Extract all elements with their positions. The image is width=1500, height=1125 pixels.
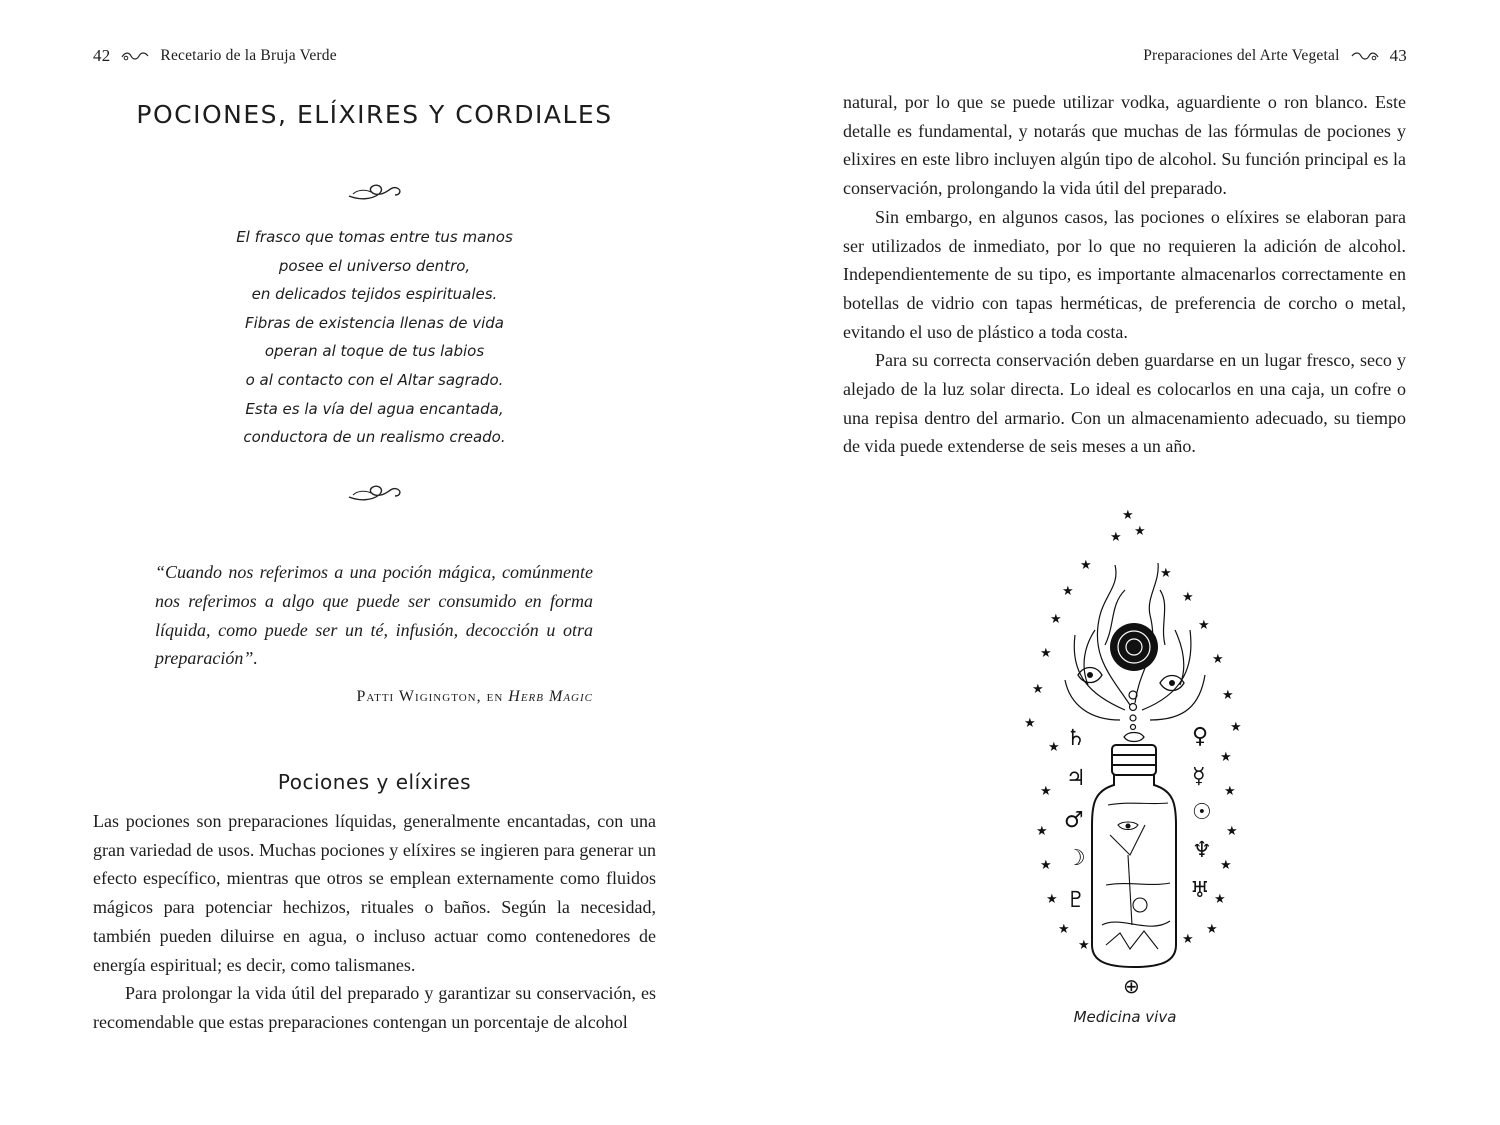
svg-text:★: ★ [1032,682,1044,697]
svg-text:★: ★ [1078,938,1090,953]
paragraph: natural, por lo que se puede utilizar vodka, aguardiente o ron blanco. Este detalle es fundamental, y notarás que muchas de las fórmulas de pociones y elixires en este libro incluyen algún tipo de alcohol. Su función principal es la conservación, prolongando la vida útil del preparado. [843,92,1406,199]
svg-text:★: ★ [1224,784,1236,799]
illustration-caption: Medicina viva [1073,1008,1177,1026]
svg-text:★: ★ [1122,508,1134,523]
svg-text:★: ★ [1062,584,1074,599]
svg-text:★: ★ [1212,652,1224,667]
quote-attribution [155,688,593,706]
flourish-icon [345,481,405,505]
poem-line: o al contacto con el Altar sagrado. [245,370,504,389]
symbol-icon: ♀ [1192,724,1209,749]
svg-text:★: ★ [1040,858,1052,873]
svg-text:★: ★ [1050,612,1062,627]
symbol-icon: ♄ [1066,726,1086,751]
svg-text:★: ★ [1198,618,1210,633]
quote-book: Herb Magic [508,688,593,705]
quote-author: Patti Wigington, en [356,688,504,705]
left-body-text [93,807,656,1037]
svg-text:★: ★ [1134,524,1146,539]
svg-text:★: ★ [1048,740,1060,755]
svg-text:★: ★ [1182,932,1194,947]
poem-line: Esta es la vía del agua encantada, [245,399,504,418]
svg-text:★: ★ [1214,892,1226,907]
symbol-icon: ⊕ [1123,974,1140,998]
right-running-head [1143,46,1407,66]
chapter-title: POCIONES, ELÍXIRES Y CORDIALES [136,100,613,129]
paragraph: Las pociones son preparaciones líquidas, generalmente encantadas, con una gran variedad de usos. Muchas pociones y elíxires se ingieren para generar un efecto específico, mientras que otros se emplean externamente como fluidos mágicos para potenciar hechizos, rituales o baños. Según la necesidad, también pueden diluirse en agua, o incluso actuar como contenedores de energía espiritual; es decir, como talismanes. [93,811,656,975]
flourish-icon [345,180,405,204]
epigraph-quote: “Cuando nos referimos a una poción mágica, comúnmente nos referimos a algo que puede ser consumido en forma líquida, como puede ser un té, infusión, decocción u otra preparación”. [155,562,593,669]
symbol-icon: ♆ [1192,838,1212,863]
page-number-left: 42 [93,46,111,65]
svg-text:★: ★ [1160,566,1172,581]
svg-text:★: ★ [1230,720,1242,735]
svg-text:★: ★ [1040,646,1052,661]
paragraph: Sin embargo, en algunos casos, las pociones o elíxires se elaboran para ser utilizados de inmediato, por lo que no requieren la adición de alcohol. Independientemente de su tipo, es importante almacenarlos correctamente en botellas de vidrio con tapas herméticas, de preferencia de corcho o metal, evitando el uso de plástico a toda costa. [843,206,1406,342]
running-head-title-right: Preparaciones del Arte Vegetal [1143,47,1340,64]
svg-text:★: ★ [1226,824,1238,839]
svg-text:★: ★ [1036,824,1048,839]
paragraph: Para su correcta conservación deben guardarse en un lugar fresco, seco y alejado de la luz solar directa. Lo ideal es colocarlos en una caja, un cofre o una repisa dentro del armario. Con un almacenamiento adecuado, su tiempo de vida puede extenderse de seis meses a un año. [843,350,1406,457]
ornament-icon [1350,49,1380,63]
left-running-head [93,46,337,66]
svg-text:★: ★ [1110,530,1122,545]
poem-line: posee el universo dentro, [278,256,471,275]
poem [93,223,656,452]
symbol-icon: ♅ [1190,878,1210,903]
svg-text:★: ★ [1040,784,1052,799]
symbol-icon: ☽ [1066,846,1086,871]
poem-line: Fibras de existencia llenas de vida [245,313,504,332]
svg-text:★: ★ [1220,750,1232,765]
svg-text:★: ★ [1206,922,1218,937]
svg-text:★: ★ [1058,922,1070,937]
poem-line: en delicados tejidos espirituales. [251,285,498,304]
svg-text:★: ★ [1080,558,1092,573]
potion-bottle-illustration [1010,505,1260,1000]
paragraph: Para prolongar la vida útil del preparado y garantizar su conservación, es recomendable que estas preparaciones contengan un porcentaje de alcohol [93,983,656,1032]
svg-text:★: ★ [1222,688,1234,703]
poem-line: operan al toque de tus labios [264,342,485,361]
poem-line: El frasco que tomas entre tus manos [236,228,513,246]
svg-text:★: ★ [1220,858,1232,873]
symbol-icon: ☿ [1192,764,1206,789]
running-head-title-left: Recetario de la Bruja Verde [160,47,337,64]
right-body-text [843,88,1406,461]
ornament-icon [120,49,150,63]
page-number-right: 43 [1389,46,1407,65]
poem-line: conductora de un realismo creado. [243,428,506,447]
section-title: Pociones y elíxires [277,770,472,794]
symbol-icon: ♇ [1066,888,1086,913]
svg-text:★: ★ [1024,716,1036,731]
symbol-icon: ♂ [1064,808,1084,833]
symbol-icon: ☉ [1192,800,1212,825]
svg-text:★: ★ [1046,892,1058,907]
svg-text:★: ★ [1182,590,1194,605]
symbol-icon: ♃ [1066,766,1086,791]
